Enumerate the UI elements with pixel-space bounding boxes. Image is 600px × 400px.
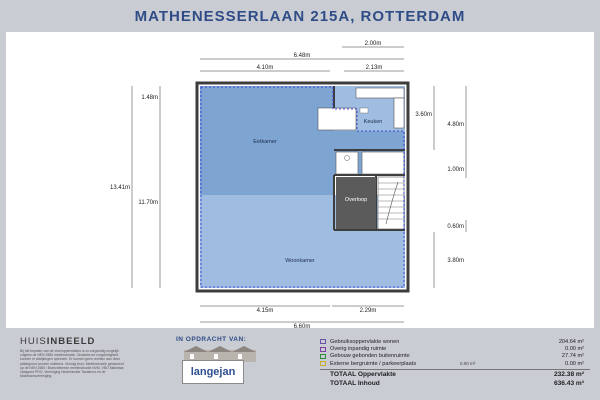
legend-row	[320, 345, 590, 352]
dim-bottom-total: 6.60m	[293, 324, 311, 330]
brand-disclaimer: Bij het bepalen van de vloeroppervlaktes is zo zorgvuldig mogelijk volgens de NEN 2580 meetinstructie. Ondanks de zorgvuldigheid kunnen er afwijkingen optreden. Er kunnen geen rechten aan deze plattegrond worden ontleend. Vervolg bron: Meetinstructie gebaseerd op de NEN 2580 / Branchebrede meetinstructie NVM, VBO Makelaar, Vastgoed PRO, Vereniging Nederlandse Taxateurs en de Makelaarsvereniging.	[20, 349, 125, 379]
legend-label: Overig inpandig ruimte	[330, 346, 387, 353]
total-value: 636.43 m³	[553, 379, 584, 387]
legend-extra: 0.00 m²	[460, 361, 476, 367]
dim-right-4: 0.60m	[447, 224, 464, 230]
page-title: MATHENESSERLAAN 215A, ROTTERDAM	[134, 7, 466, 25]
swatch-icon	[320, 339, 326, 344]
dim-right-1: 3.60m	[415, 112, 432, 118]
legend-label: Gebouw gebonden buitenruimte	[330, 353, 410, 360]
legend-row	[320, 338, 590, 345]
legend-value: 27.74 m²	[561, 353, 584, 360]
room-label-keuken: Keuken	[363, 119, 383, 125]
brand-logo-light: HUIS	[20, 336, 47, 347]
room-label-eetkamer: Eetkamer	[253, 139, 277, 145]
total-label: TOTAAL Inhoud	[330, 379, 380, 387]
dim-right-2: 4.80m	[447, 122, 464, 128]
total-value: 232.38 m²	[553, 371, 584, 379]
storage-room	[362, 152, 404, 174]
kitchen-counter-side	[394, 98, 404, 128]
legend-value: 0.00 m²	[565, 360, 584, 367]
dim-top-right: 2.13m	[365, 65, 383, 71]
legend-value: 204.64 m²	[558, 338, 584, 345]
dim-right-3: 1.00m	[447, 167, 464, 173]
room-woonkamer-ext	[378, 232, 405, 288]
dim-top-2: 2.00m	[364, 41, 382, 47]
totals-row	[320, 371, 590, 380]
dim-bottom-right: 2.29m	[359, 308, 377, 314]
brand-logo-bold: INBEELD	[46, 336, 96, 347]
brand-logo	[20, 336, 130, 347]
area-legend	[320, 338, 590, 396]
swatch-icon	[320, 354, 326, 359]
brand-block	[20, 336, 130, 396]
dim-top-total: 6.48m	[293, 53, 311, 59]
total-label: TOTAAL Oppervlakte	[330, 371, 396, 379]
toilet-icon	[345, 156, 350, 161]
swatch-icon	[320, 347, 326, 352]
legend-label: Externe bergruimte / parkeerplaats	[330, 360, 417, 367]
legend-row	[320, 353, 590, 360]
swatch-icon	[320, 361, 326, 366]
kitchen-island	[318, 108, 356, 130]
totals-row	[320, 379, 590, 388]
kitchen-counter-top	[356, 88, 404, 98]
legend-row	[320, 360, 590, 367]
room-label-woonkamer: Woonkamer	[285, 258, 315, 264]
divider	[320, 369, 590, 370]
legend-label: Gebruiksoppervlakte wonen	[330, 338, 400, 345]
agent-logo: langejan	[182, 360, 244, 384]
dim-bottom-left: 4.15m	[256, 308, 274, 314]
dim-left-top: 1.48m	[141, 95, 158, 101]
commission-block	[176, 336, 276, 396]
room-label-overloop: Overloop	[344, 197, 368, 203]
staircase	[378, 177, 404, 229]
dim-left-inner: 11.70m	[138, 200, 158, 206]
dim-top-left: 4.10m	[256, 65, 274, 71]
legend-value: 0.00 m²	[565, 346, 584, 353]
dim-right-5: 3.80m	[447, 258, 464, 264]
dim-left-outer: 13.41m	[109, 185, 130, 191]
room-overloop	[336, 177, 376, 229]
commission-label: IN OPDRACHT VAN:	[176, 336, 247, 343]
sink-icon	[360, 108, 368, 113]
